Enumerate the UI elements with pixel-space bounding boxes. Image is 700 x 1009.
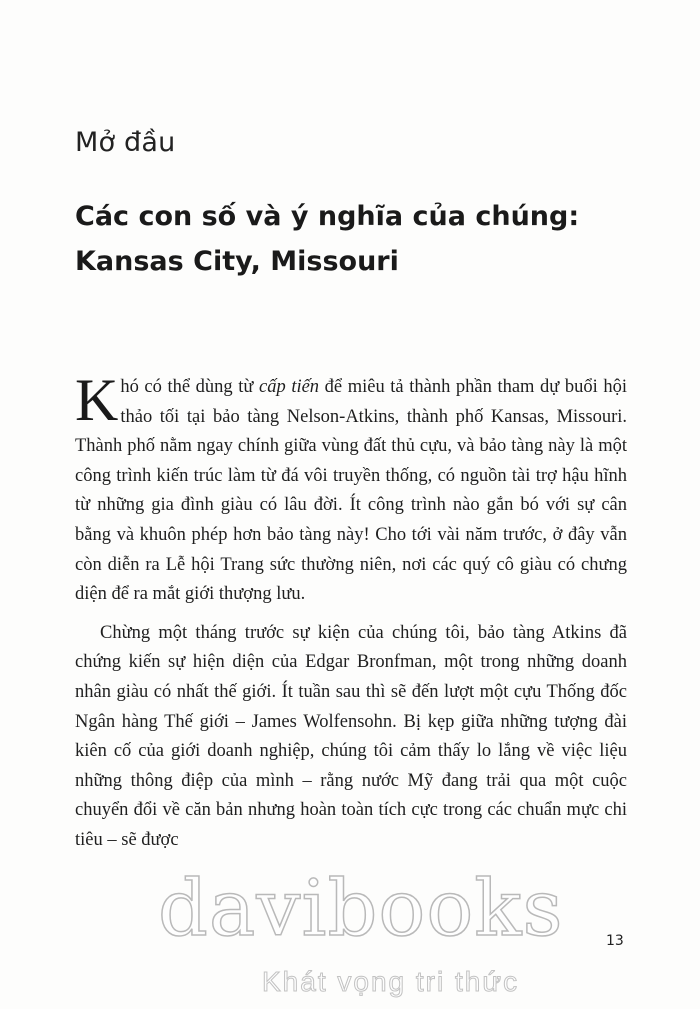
watermark-logo: davibooks (158, 864, 564, 954)
chapter-title-line-1: Các con số và ý nghĩa của chúng: (75, 201, 580, 232)
body-text (75, 367, 628, 856)
chapter-label: Mở đầu (75, 127, 176, 158)
paragraph-1 (75, 367, 628, 610)
italic-term: cấp tiến (259, 377, 320, 397)
chapter-title-line-2: Kansas City, Missouri (75, 246, 399, 277)
paragraph-2: Chừng một tháng trước sự kiện của chúng tôi, bảo tàng Atkins đã chứng kiến sự hiện diện của Edgar Bronfman, một trong những doanh nhân giàu có nhất thế giới. Ít tuần sau thì sẽ đến lượt một cựu Thống đốc Ngân hàng Thế giới – James Wolfensohn. Bị kẹp giữa những tượng đài kiên cố của giới doanh nghiệp, chúng tôi cảm thấy lo lắng về việc liệu những thông điệp của mình – rằng nước Mỹ đang trải qua một cuộc chuyển đổi về căn bản nhưng hoàn toàn tích cực trong các chuẩn mực chi tiêu – sẽ được (75, 622, 627, 850)
paragraph-1-rest: để miêu tả thành phần tham dự buổi hội thảo tối tại bảo tàng Nelson-Atkins, thành phố Kansas, Missouri. Thành phố nằm ngay chính giữa vùng đất thủ cựu, và bảo tàng này là một công trình kiến trúc làm từ đá vôi truyền thống, có nguồn tài trợ hậu hĩnh từ những gia đình giàu có lâu đời. Ít công trình nào gắn bó với sự cân bằng và khuôn phép hơn bảo tàng này! Cho tới vài năm trước, ở đây vẫn còn diễn ra Lễ hội Trang sức thường niên, nơi các quý cô giàu có chưng diện để ra mắt giới thượng lưu. (75, 377, 628, 605)
chapter-title (75, 194, 635, 284)
paragraph-1-start: hó có thể dùng từ (120, 377, 260, 397)
watermark-tagline: Khát vọng tri thức (262, 966, 520, 997)
drop-cap: K (75, 367, 119, 433)
page-number: 13 (606, 933, 624, 949)
